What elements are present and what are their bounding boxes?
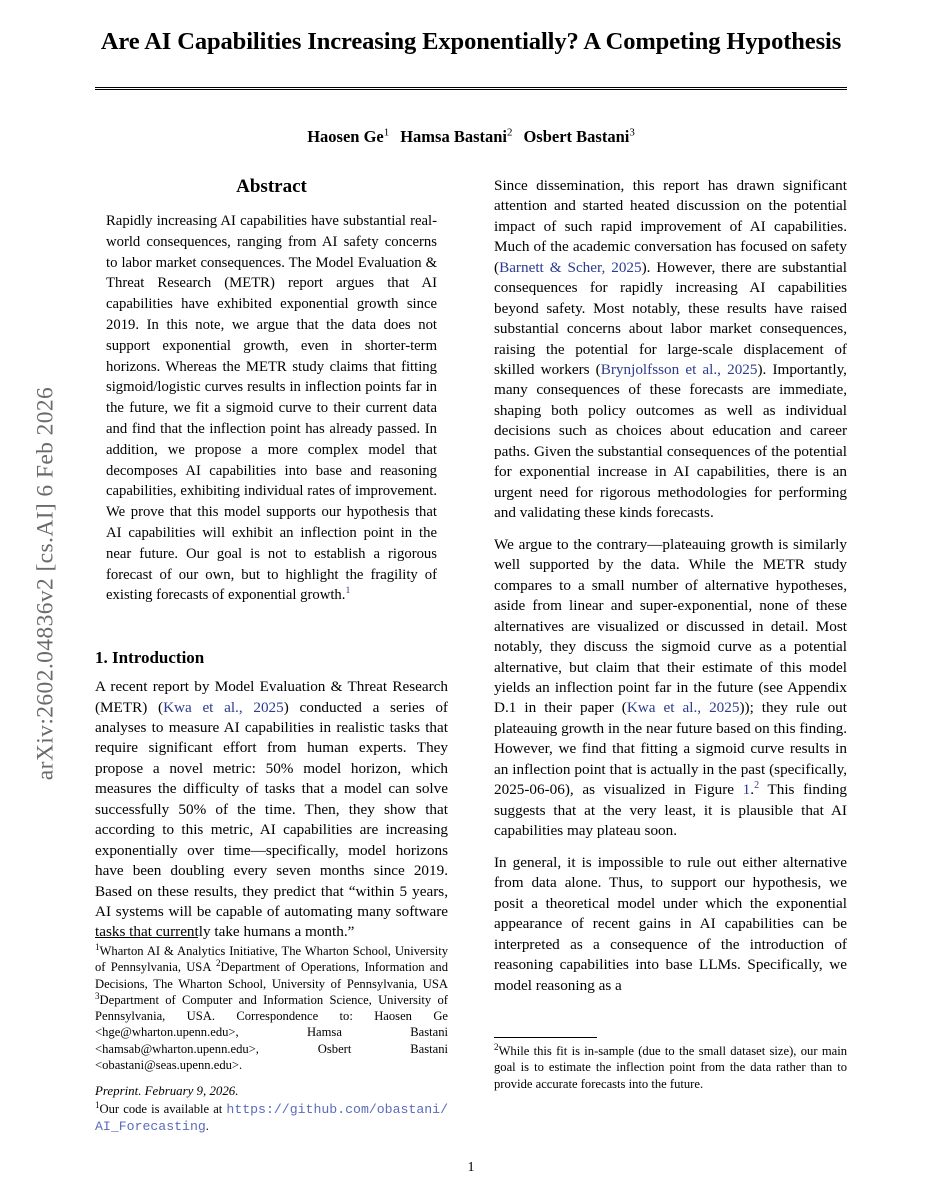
left-column-footnotes [95, 930, 448, 1136]
abstract-text [106, 211, 437, 606]
footnote-1-period: . [205, 1119, 209, 1134]
affil-text-1: Wharton AI & Analytics Initiative, The Wharton School, University of Pennsylvania, USA [95, 944, 448, 975]
author-affil-marker: 2 [507, 126, 513, 139]
footnote-1-marker: 1 [95, 1100, 100, 1111]
author-name: Osbert Bastani [523, 126, 630, 146]
footnote-2-text: While this fit is in-sample (due to the small dataset size), our main goal is to estimate the inflection point from the data rather than to provide accurate forecasts into the future. [494, 1044, 847, 1091]
right-p2-part-b: ). However, there are substantial consequences for rapidly increasing AI capabilities beyond safety. Most notably, these results have raised substantial concerns about labor market consequences, raising the potential for large-scale displacement of skilled workers ( [494, 258, 847, 378]
citation-brynjolfsson-2025[interactable]: Brynjolfsson et al., 2025 [600, 360, 758, 378]
section-heading-introduction: 1. Introduction [95, 648, 205, 668]
right-paragraph-2: We argue to the contrary—plateauing growth is similarly well supported by the data. While the METR study compares to a small number of alternative hypotheses, aside from linear and super-exponential, none of these alternatives are visualized or discussed in detail. Most notably, they discuss the sigmoid curve as a potential alternative, but claim that their estimate of this model yields an inflection point far in the future (see Appendix D.1 in their paper (Kwa et al., 2025)); they rule out plateauing growth in the near future based on this finding. However, we find that fitting a sigmoid curve results in an inflection point that is actually in the past (specifically, 2025-06-06), as visualized in Figure 1.$^2$ This finding suggests that at the very least, it is plausible that AI capabilities may plateau soon. [494, 535, 847, 840]
author-name: Hamsa Bastani [400, 126, 508, 146]
abstract-footnote-marker[interactable]: 1 [345, 585, 351, 597]
figure-reference-1[interactable]: 1 [742, 781, 751, 799]
citation-kwa-2025[interactable]: Kwa et al., 2025 [163, 698, 284, 716]
right-p3-part-b: )); they rule out plateauing growth in the near future based on this finding. However, we find that fitting a sigmoid curve results in an inflection point that is actually in the past (specifically, 2025-06-06), as visualized in Figure [494, 699, 847, 799]
code-repository-link[interactable]: https://github.com/obastani/AI_Forecasting [95, 1102, 448, 1135]
author-list [95, 127, 847, 147]
footnote-1-text: Our code is available at [99, 1102, 227, 1117]
intro-p1-part-b: ) conducted a series of analyses to measure AI capabilities in realistic tasks that require significant effort from human experts. They propose a novel metric: 50% model horizon, which measures the difficulty of tasks that a model can solve successfully 50% of the time. Then, they show that according to this metric, AI capabilities are increasing exponentially over time—specifically, model horizons have been doubling every seven months since 2019. Based on these results, they predict that “within 5 years, AI systems will be capable of automating many software tasks that currently take humans a month.” [95, 698, 448, 941]
right-p3-part-a: We argue to the contrary—plateauing growth is similarly well supported by the data. While the METR study compares to a small number of alternative hypotheses, aside from linear and super-exponential, none of these alternatives are visualized or discussed in detail. Most notably, they discuss the sigmoid curve as a potential alternative, but claim that their estimate of this model yields an inflection point far in the future (see Appendix D.1 in their paper ( [494, 535, 847, 717]
affil-text-3: Department of Computer and Information Science, University of Pennsylvania, USA. Correspondence to: Haosen Ge <hge@wharton.upenn.edu>, Hamsa Bastani <hamsab@wharton.upenn.edu>, Osbert Bastani <obastani@seas.upenn.edu>. [95, 992, 448, 1073]
page-title: Are AI Capabilities Increasing Exponentially? A Competing Hypothesis [100, 28, 842, 55]
right-column-footnotes [494, 1030, 847, 1092]
footnote-1 [95, 1101, 448, 1135]
affil-marker-3: 3 [95, 990, 100, 1001]
paper-page [95, 0, 847, 1200]
two-column-body [95, 176, 847, 1008]
affil-marker-1: 1 [95, 941, 100, 952]
abstract-paragraph: Rapidly increasing AI capabilities have substantial real-world consequences, ranging from AI safety concerns to labor market consequences. The Model Evaluation & Threat Research (METR) report argues that AI capabilities have exhibited exponential growth since 2019. In this note, we argue that the data does not support exponential growth, even in shorter-term horizons. Whereas the METR study claims that fitting sigmoid/logistic curves results in inflection points far in the future, we fit a sigmoid curve to their current data and find that the inflection point has already passed. In addition, we propose a more complex model that decomposes AI capabilities into base and reasoning capabilities, exhibiting individual rates of improvement. We prove that this model supports our hypothesis that AI capabilities will exhibit an inflection point in the near future. Our goal is not to establish a rigorous forecast of our own, but to highlight the fragility of existing forecasts of exponential growth. [106, 213, 437, 604]
right-paragraph-1 [494, 176, 847, 523]
footnote-marker-2[interactable]: 2 [754, 780, 760, 792]
right-p2-part-a: Since dissemination, this report has drawn significant attention and started heated discussion on the potential impact of such rapid improvement of AI capabilities. Much of the academic conversation has focused on safety ( [494, 177, 847, 276]
preprint-notice: Preprint. February 9, 2026. [95, 1084, 239, 1099]
author-affil-marker: 1 [383, 126, 390, 139]
intro-p1-part-a: A recent report by Model Evaluation & Threat Research (METR) ( [95, 678, 448, 716]
affil-marker-2: 2 [215, 958, 221, 969]
right-column [494, 176, 847, 1008]
citation-kwa-2025-second[interactable]: Kwa et al., 2025 [626, 699, 740, 717]
author-name: Haosen Ge [307, 126, 384, 146]
footnote-2 [494, 1043, 847, 1092]
intro-paragraph-1 [95, 677, 448, 943]
affil-text-2: Department of Operations, Information and Decisions, The Wharton School, University of Pennsylvania, USA [95, 960, 448, 991]
footnote-divider [494, 1037, 597, 1038]
page-number: 1 [467, 1160, 475, 1175]
right-p2-part-c: ). Importantly, many consequences of these forecasts are immediate, shaping both policy outcomes as well as individual decisions such as choices about education and career paths. Given the substantial consequences of the potential for exponential increase in AI capabilities, there is an urgent need for rigorous methodologies for performing and validating these kinds forecasts. [494, 360, 847, 521]
right-paragraph-3: In general, it is impossible to rule out either alternative from data alone. Thus, to support our hypothesis, we posit a theoretical model under which the exponential appearance of recent gains in AI capabilities can be interpreted as a consequence of the introduction of reasoning capabilities into base LLMs. Specifically, we model reasoning as a [494, 854, 847, 994]
footnote-2-marker: 2 [494, 1041, 499, 1052]
left-column [95, 176, 448, 1008]
author-affil-marker: 3 [629, 126, 635, 139]
right-p3-part-c: This finding suggests that at the very least, it is plausible that AI capabilities may plateau soon. [494, 781, 847, 840]
footnote-divider [95, 937, 198, 938]
abstract-heading: Abstract [236, 176, 307, 197]
arxiv-stamp: arXiv:2602.04836v2 [cs.AI] 6 Feb 2026 [32, 386, 59, 781]
citation-barnett-scher-2025[interactable]: Barnett & Scher, 2025 [499, 258, 642, 276]
affiliations-footnote [95, 943, 448, 1073]
title-divider [95, 87, 847, 90]
